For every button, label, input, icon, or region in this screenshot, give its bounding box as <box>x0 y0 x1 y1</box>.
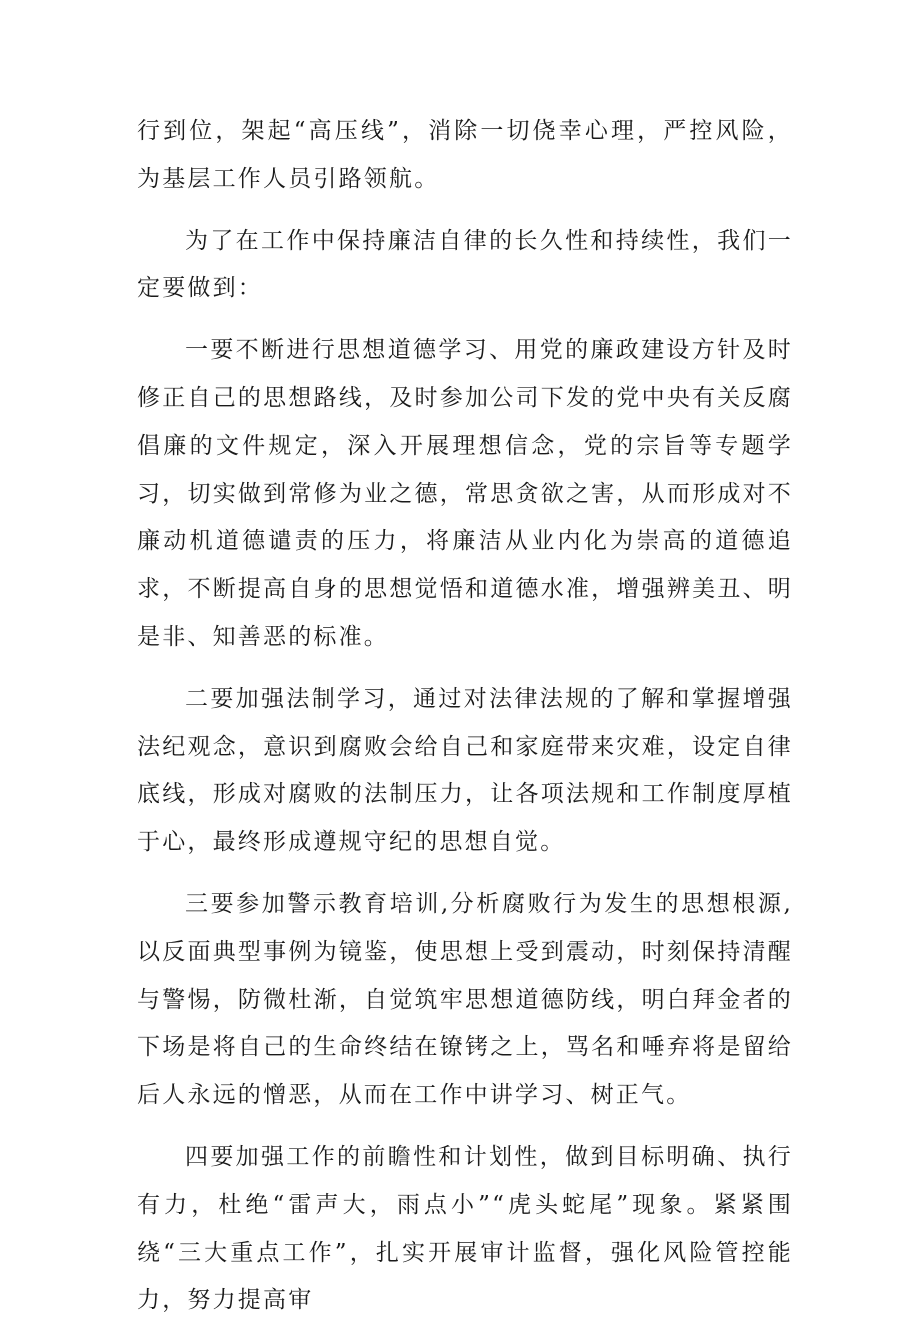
paragraph-point-three: 三要参加警示教育培训,分析腐败行为发生的思想根源,以反面典型事例为镜鉴，使思想上受到震动，时刻保持清醒与警惕，防微杜渐，自觉筑牢思想道德防线，明白拜金者的下场是将自己的生命终结在镣铐之上，骂名和唾弃将是留给后人永远的憎恶，从而在工作中讲学习、树正气。 <box>137 890 793 1109</box>
paragraph-point-two: 二要加强法制学习，通过对法律法规的了解和掌握增强法纪观念，意识到腐败会给自己和家庭带来灾难，设定自律底线，形成对腐败的法制压力，让各项法规和工作制度厚植于心，最终形成遵规守纪的思想自觉。 <box>137 685 793 856</box>
paragraph-continuation: 行到位，架起“高压线”，消除一切侥幸心理，严控风险，为基层工作人员引路领航。 <box>137 118 793 192</box>
document-page <box>137 108 793 1325</box>
paragraph-intro: 为了在工作中保持廉洁自律的长久性和持续性，我们一定要做到： <box>137 227 793 302</box>
paragraph-point-one: 一要不断进行思想道德学习、用党的廉政建设方针及时修正自己的思想路线，及时参加公司下发的党中央有关反腐倡廉的文件规定，深入开展理想信念，党的宗旨等专题学习，切实做到常修为业之德，常思贪欲之害，从而形成对不廉动机道德谴责的压力，将廉洁从业内化为崇高的道德追求，不断提高自身的思想觉悟和道德水准，增强辨美丑、明是非、知善恶的标准。 <box>137 337 793 650</box>
paragraph-point-four: 四要加强工作的前瞻性和计划性，做到目标明确、执行有力，杜绝“雷声大，雨点小”“虎头蛇尾”现象。紧紧围绕“三大重点工作”，扎实开展审计监督，强化风险管控能力，努力提高审 <box>137 1143 793 1314</box>
